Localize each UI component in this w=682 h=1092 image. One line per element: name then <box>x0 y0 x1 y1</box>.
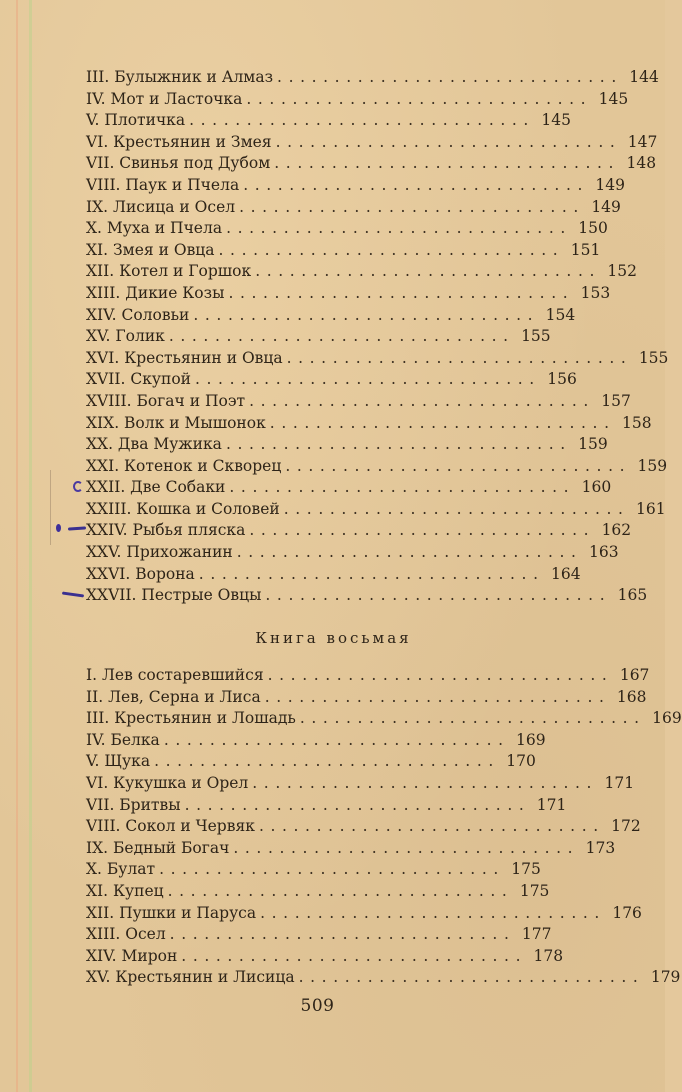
toc-entry-title: XVIII. Богач и Поэт <box>86 391 246 410</box>
toc-entry-page: 175 <box>511 860 541 879</box>
toc-entry <box>86 413 652 435</box>
toc-entry-title: VII. Свинья под Дубом <box>86 154 271 173</box>
dot-leader: .............................. <box>286 348 633 367</box>
dot-leader: .............................. <box>269 413 616 432</box>
toc-entry <box>86 499 666 521</box>
toc-entry-title: XIII. Дикие Козы <box>86 283 225 302</box>
toc-entry-page: 163 <box>588 543 619 562</box>
toc-entry <box>86 369 577 391</box>
toc-entry <box>86 816 641 838</box>
toc-entry <box>86 903 642 925</box>
toc-entry-title: IV. Мот и Ласточка <box>86 89 243 108</box>
toc-entry-page: 153 <box>580 283 611 302</box>
toc-entry <box>86 564 581 586</box>
toc-entry-page: 155 <box>638 348 669 367</box>
toc-entry-title: V. Щука <box>86 752 151 771</box>
page-edge-stain <box>16 0 18 1092</box>
toc-entry-page: 162 <box>601 521 632 540</box>
toc-entry-page: 172 <box>611 817 641 836</box>
dot-leader: .............................. <box>189 111 535 130</box>
toc-entry-page: 161 <box>635 499 666 518</box>
toc-entry-page: 164 <box>551 564 581 583</box>
dot-leader: .............................. <box>249 521 596 540</box>
toc-entry <box>86 730 546 752</box>
dot-leader: .............................. <box>243 175 590 194</box>
dot-leader: .............................. <box>264 687 611 706</box>
dot-leader: .............................. <box>228 283 575 302</box>
toc-entry-page: 157 <box>601 391 631 410</box>
table-of-contents-book-7 <box>86 67 669 607</box>
pen-dot-mark-icon <box>56 524 61 532</box>
toc-entry-page: 178 <box>533 946 564 965</box>
dot-leader: .............................. <box>193 305 540 324</box>
toc-entry-title: III. Булыжник и Алмаз <box>86 68 274 86</box>
toc-entry-title: I. Лев состаревшийся <box>86 666 264 684</box>
toc-entry-page: 167 <box>619 666 650 684</box>
toc-entry <box>86 859 541 881</box>
toc-entry-title: XXI. Котенок и Скворец <box>86 456 282 475</box>
toc-entry-title: VI. Кукушка и Орел <box>86 773 249 792</box>
dot-leader: .............................. <box>275 132 622 151</box>
dot-leader: .............................. <box>249 391 595 410</box>
toc-entry-page: 171 <box>604 773 635 792</box>
toc-entry <box>86 881 550 903</box>
toc-entry-title: X. Булат <box>86 860 156 879</box>
toc-entry <box>86 751 536 773</box>
toc-entry <box>86 687 647 709</box>
toc-entry-page: 151 <box>570 240 601 259</box>
toc-entry-title: VIII. Сокол и Червяк <box>86 817 255 836</box>
toc-entry <box>86 967 681 989</box>
toc-entry-title: XIV. Соловьи <box>86 305 190 324</box>
toc-entry-page: 160 <box>581 478 612 497</box>
dot-leader: .............................. <box>274 154 621 173</box>
toc-entry-title: XVI. Крестьянин и Овца <box>86 348 283 367</box>
dot-leader: .............................. <box>167 881 514 900</box>
toc-entry <box>86 348 669 370</box>
dot-leader: .............................. <box>233 838 580 857</box>
toc-entry-title: XXV. Прихожанин <box>86 543 233 562</box>
toc-entry-title: IX. Лисица и Осел <box>86 197 236 216</box>
section-heading-text: Книга восьмая <box>255 629 412 647</box>
toc-entry-page: 155 <box>521 327 551 346</box>
toc-entry-title: XII. Пушки и Паруса <box>86 903 257 922</box>
toc-entry-title: II. Лев, Серна и Лиса <box>86 687 261 706</box>
toc-entry <box>86 391 631 413</box>
toc-entry-title: XIV. Мирон <box>86 946 178 965</box>
toc-entry <box>86 456 668 478</box>
toc-entry-title: XXIII. Кошка и Соловей <box>86 499 280 518</box>
pen-circle-mark-icon <box>73 481 83 492</box>
toc-entry <box>86 283 611 305</box>
dot-leader: .............................. <box>277 68 623 86</box>
toc-entry-title: XXIV. Рыбья пляска <box>86 521 246 540</box>
toc-entry-page: 156 <box>547 370 577 389</box>
toc-entry-title: XI. Купец <box>86 881 164 900</box>
toc-entry <box>86 795 567 817</box>
toc-entry <box>86 197 621 219</box>
toc-entry-title: VII. Бритвы <box>86 795 181 814</box>
dot-leader: .............................. <box>159 860 505 879</box>
toc-entry-page: 145 <box>598 89 629 108</box>
toc-entry-page: 168 <box>616 687 647 706</box>
toc-entry <box>86 240 601 262</box>
dot-leader: .............................. <box>181 946 528 965</box>
dot-leader: .............................. <box>258 817 605 836</box>
dot-leader: .............................. <box>298 968 645 987</box>
toc-entry-title: XIX. Волк и Мышонок <box>86 413 266 432</box>
toc-entry-page: 173 <box>585 838 616 857</box>
toc-entry-page: 149 <box>591 197 621 216</box>
toc-entry-title: XXVI. Ворона <box>86 564 195 583</box>
toc-entry-page: 169 <box>516 730 546 749</box>
toc-entry <box>86 924 552 946</box>
toc-entry-title: IV. Белка <box>86 730 160 749</box>
toc-entry <box>86 665 650 687</box>
toc-entry-title: XV. Крестьянин и Лисица <box>86 968 295 987</box>
toc-entry-page: 177 <box>521 925 552 944</box>
toc-entry-page: 145 <box>541 111 571 130</box>
toc-entry <box>86 542 619 564</box>
toc-entry-title: XIII. Осел <box>86 925 166 944</box>
toc-entry-page: 171 <box>536 795 567 814</box>
toc-entry-page: 158 <box>622 413 652 432</box>
dot-leader: .............................. <box>195 370 541 389</box>
pencil-mark <box>50 470 51 545</box>
toc-entry-title: XV. Голик <box>86 327 165 346</box>
dot-leader: .............................. <box>255 262 601 281</box>
toc-entry-title: XVII. Скупой <box>86 370 191 389</box>
toc-entry <box>86 326 551 348</box>
dot-leader: .............................. <box>168 327 515 346</box>
toc-entry-title: XXII. Две Собаки <box>86 478 226 497</box>
toc-entry <box>86 153 657 175</box>
dot-leader: .............................. <box>184 795 531 814</box>
toc-entry-page: 154 <box>545 305 576 324</box>
dot-leader: .............................. <box>236 543 583 562</box>
toc-entry <box>86 218 608 240</box>
toc-entry-page: 170 <box>506 752 536 771</box>
toc-entry-page: 159 <box>578 435 608 454</box>
toc-entry-title: V. Плотичка <box>86 111 186 130</box>
page-edge-stain <box>29 0 32 1092</box>
toc-entry-title: IX. Бедный Богач <box>86 838 230 857</box>
toc-entry-page: 144 <box>629 68 659 86</box>
toc-entry-page: 179 <box>650 968 681 987</box>
dot-leader: .............................. <box>229 478 576 497</box>
toc-entry-title: XII. Котел и Горшок <box>86 262 252 281</box>
toc-entry-title: VI. Крестьянин и Змея <box>86 132 272 151</box>
dot-leader: .............................. <box>226 219 572 238</box>
toc-entry-title: III. Крестьянин и Лошадь <box>86 709 296 728</box>
dot-leader: .............................. <box>285 456 632 475</box>
toc-entry-page: 169 <box>652 709 682 728</box>
toc-entry-page: 147 <box>627 132 658 151</box>
toc-entry <box>86 585 648 607</box>
page-number: 509 <box>300 996 335 1016</box>
toc-entry <box>86 946 564 968</box>
dot-leader: .............................. <box>283 499 630 518</box>
toc-entry <box>86 477 612 499</box>
dot-leader: .............................. <box>169 925 516 944</box>
dot-leader: .............................. <box>163 730 510 749</box>
toc-entry-title: XXVII. Пестрые Овцы <box>86 586 262 605</box>
toc-entry-title: XX. Два Мужика <box>86 435 222 454</box>
toc-entry <box>86 838 616 860</box>
toc-entry <box>86 305 576 327</box>
dot-leader: .............................. <box>218 240 565 259</box>
toc-entry-page: 175 <box>519 881 550 900</box>
toc-entry <box>86 89 629 111</box>
toc-entry <box>86 132 658 154</box>
toc-entry-title: VIII. Паук и Пчела <box>86 175 240 194</box>
dot-leader: .............................. <box>252 773 599 792</box>
toc-entry-page: 149 <box>595 175 626 194</box>
dot-leader: .............................. <box>267 666 614 684</box>
toc-entry <box>86 110 571 132</box>
dot-leader: .............................. <box>299 709 646 728</box>
toc-entry <box>86 708 682 730</box>
toc-entry-page: 176 <box>612 903 642 922</box>
dot-leader: .............................. <box>246 89 593 108</box>
table-of-contents-book-8 <box>86 665 682 989</box>
toc-entry <box>86 261 637 283</box>
toc-entry-page: 165 <box>617 586 648 605</box>
toc-entry <box>86 520 632 542</box>
dot-leader: .............................. <box>198 564 545 583</box>
dot-leader: .............................. <box>265 586 612 605</box>
toc-entry <box>86 434 608 456</box>
toc-entry-page: 148 <box>626 154 657 173</box>
toc-entry <box>86 175 626 197</box>
dot-leader: .............................. <box>260 903 606 922</box>
toc-entry-title: XI. Змея и Овца <box>86 240 215 259</box>
toc-entry-title: X. Муха и Пчела <box>86 219 223 238</box>
toc-entry <box>86 67 659 89</box>
dot-leader: .............................. <box>225 435 572 454</box>
dot-leader: .............................. <box>154 752 500 771</box>
toc-entry <box>86 773 635 795</box>
dot-leader: .............................. <box>239 197 585 216</box>
toc-entry-page: 159 <box>637 456 668 475</box>
section-heading-book-8 <box>0 629 665 647</box>
toc-entry-page: 152 <box>607 262 637 281</box>
toc-entry-page: 150 <box>578 219 608 238</box>
